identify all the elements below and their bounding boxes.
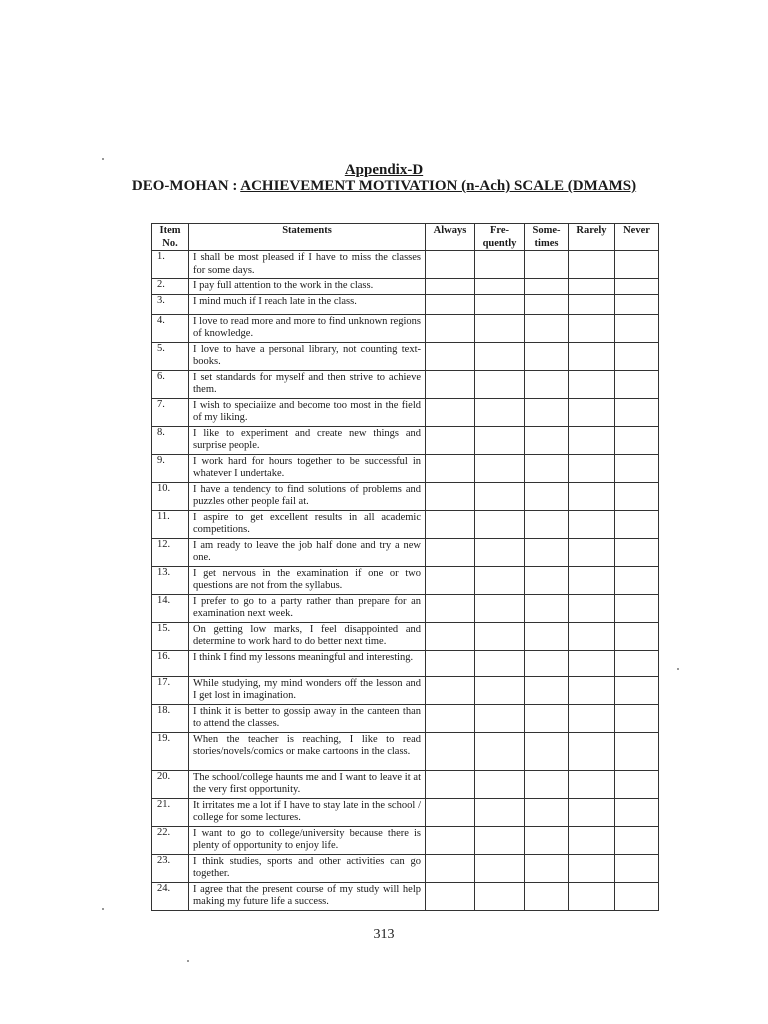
item-number: 5. — [152, 342, 189, 370]
response-cell-always[interactable] — [426, 676, 475, 704]
table-row — [152, 370, 659, 398]
col-header-sometimes: Some- times — [525, 224, 569, 251]
table-row — [152, 770, 659, 798]
table-row — [152, 650, 659, 676]
response-cell-always[interactable] — [426, 622, 475, 650]
item-number: 1. — [152, 251, 189, 279]
response-cell-frequently[interactable] — [475, 426, 525, 454]
scan-speck — [187, 960, 189, 962]
response-cell-rarely[interactable] — [569, 482, 615, 510]
scan-speck — [102, 158, 104, 160]
table-row — [152, 251, 659, 279]
table-row — [152, 622, 659, 650]
response-cell-never[interactable] — [615, 826, 659, 854]
item-number: 21. — [152, 798, 189, 826]
appendix-label: Appendix-D — [344, 162, 424, 178]
response-cell-always[interactable] — [426, 482, 475, 510]
response-cell-rarely[interactable] — [569, 294, 615, 314]
item-number: 6. — [152, 370, 189, 398]
response-cell-sometimes[interactable] — [525, 622, 569, 650]
response-cell-rarely[interactable] — [569, 566, 615, 594]
item-number: 7. — [152, 398, 189, 426]
response-cell-always[interactable] — [426, 882, 475, 910]
response-cell-rarely[interactable] — [569, 704, 615, 732]
response-cell-rarely[interactable] — [569, 426, 615, 454]
col-header-rarely: Rarely — [569, 224, 615, 251]
response-cell-never[interactable] — [615, 251, 659, 279]
table-row — [152, 342, 659, 370]
response-cell-sometimes[interactable] — [525, 676, 569, 704]
response-cell-always[interactable] — [426, 770, 475, 798]
table-header-row — [152, 224, 659, 251]
response-cell-sometimes[interactable] — [525, 826, 569, 854]
appendix-heading — [0, 162, 768, 179]
response-cell-rarely[interactable] — [569, 370, 615, 398]
response-cell-frequently[interactable] — [475, 882, 525, 910]
response-cell-frequently[interactable] — [475, 732, 525, 770]
scan-speck — [677, 668, 679, 670]
scale-title — [0, 178, 768, 195]
response-cell-always[interactable] — [426, 398, 475, 426]
response-cell-always[interactable] — [426, 538, 475, 566]
statement-text: While studying, my mind wonders off the lesson and I get lost in imagination. — [189, 676, 426, 704]
response-cell-rarely[interactable] — [569, 251, 615, 279]
response-cell-rarely[interactable] — [569, 826, 615, 854]
response-cell-sometimes[interactable] — [525, 279, 569, 295]
item-number: 8. — [152, 426, 189, 454]
response-cell-rarely[interactable] — [569, 650, 615, 676]
table-row — [152, 482, 659, 510]
statement-text: I have a tendency to find solutions of problems and puzzles other people fail at. — [189, 482, 426, 510]
response-cell-frequently[interactable] — [475, 510, 525, 538]
response-cell-never[interactable] — [615, 798, 659, 826]
response-cell-never[interactable] — [615, 510, 659, 538]
response-cell-never[interactable] — [615, 622, 659, 650]
statement-text: I think it is better to gossip away in the canteen than to attend the classes. — [189, 704, 426, 732]
statement-text: I aspire to get excellent results in all academic competitions. — [189, 510, 426, 538]
statement-text: I agree that the present course of my study will help making my future life a success. — [189, 882, 426, 910]
response-cell-sometimes[interactable] — [525, 798, 569, 826]
statement-text: I shall be most pleased if I have to miss the classes for some days. — [189, 251, 426, 279]
item-number: 12. — [152, 538, 189, 566]
response-cell-sometimes[interactable] — [525, 398, 569, 426]
table-row — [152, 454, 659, 482]
scan-speck — [102, 908, 104, 910]
response-cell-rarely[interactable] — [569, 314, 615, 342]
item-number: 2. — [152, 279, 189, 295]
scale-title-main: ACHIEVEMENT MOTIVATION (n-Ach) SCALE (DMAMS) — [240, 178, 637, 194]
response-cell-frequently[interactable] — [475, 826, 525, 854]
statement-text: I pay full attention to the work in the class. — [189, 279, 426, 295]
response-cell-frequently[interactable] — [475, 650, 525, 676]
response-cell-never[interactable] — [615, 426, 659, 454]
col-header-item-no: Item No. — [152, 224, 189, 251]
item-number: 13. — [152, 566, 189, 594]
response-cell-never[interactable] — [615, 594, 659, 622]
table-row — [152, 294, 659, 314]
table-row — [152, 704, 659, 732]
response-cell-rarely[interactable] — [569, 770, 615, 798]
response-cell-frequently[interactable] — [475, 314, 525, 342]
statement-text: On getting low marks, I feel disappointed and determine to work hard to do better next time. — [189, 622, 426, 650]
page-number: 313 — [373, 927, 395, 942]
item-number: 19. — [152, 732, 189, 770]
response-cell-rarely[interactable] — [569, 882, 615, 910]
table-row — [152, 882, 659, 910]
statement-text: I prefer to go to a party rather than prepare for an examination next week. — [189, 594, 426, 622]
item-number: 20. — [152, 770, 189, 798]
response-cell-rarely[interactable] — [569, 454, 615, 482]
statement-text: It irritates me a lot if I have to stay late in the school / college for some lectures. — [189, 798, 426, 826]
response-cell-rarely[interactable] — [569, 854, 615, 882]
statement-text: I love to have a personal library, not counting text-books. — [189, 342, 426, 370]
table-row — [152, 798, 659, 826]
table-row — [152, 826, 659, 854]
statement-text: I think I find my lessons meaningful and interesting. — [189, 650, 426, 676]
response-cell-frequently[interactable] — [475, 454, 525, 482]
statement-text: The school/college haunts me and I want to leave it at the very first opportunity. — [189, 770, 426, 798]
response-cell-frequently[interactable] — [475, 676, 525, 704]
response-cell-frequently[interactable] — [475, 482, 525, 510]
response-cell-frequently[interactable] — [475, 770, 525, 798]
statement-text: I like to experiment and create new things and surprise people. — [189, 426, 426, 454]
response-cell-never[interactable] — [615, 650, 659, 676]
statement-text: I am ready to leave the job half done and try a new one. — [189, 538, 426, 566]
table-row — [152, 510, 659, 538]
response-cell-rarely[interactable] — [569, 594, 615, 622]
response-cell-sometimes[interactable] — [525, 650, 569, 676]
response-cell-always[interactable] — [426, 370, 475, 398]
table-row — [152, 398, 659, 426]
response-cell-rarely[interactable] — [569, 398, 615, 426]
response-cell-always[interactable] — [426, 279, 475, 295]
response-cell-rarely[interactable] — [569, 676, 615, 704]
response-cell-sometimes[interactable] — [525, 342, 569, 370]
response-cell-never[interactable] — [615, 732, 659, 770]
response-cell-always[interactable] — [426, 594, 475, 622]
response-cell-always[interactable] — [426, 426, 475, 454]
response-cell-never[interactable] — [615, 882, 659, 910]
item-number: 18. — [152, 704, 189, 732]
response-cell-never[interactable] — [615, 482, 659, 510]
response-cell-frequently[interactable] — [475, 398, 525, 426]
response-cell-rarely[interactable] — [569, 279, 615, 295]
response-cell-sometimes[interactable] — [525, 314, 569, 342]
table-row — [152, 854, 659, 882]
response-cell-always[interactable] — [426, 650, 475, 676]
response-cell-never[interactable] — [615, 279, 659, 295]
item-number: 4. — [152, 314, 189, 342]
col-header-never: Never — [615, 224, 659, 251]
response-cell-frequently[interactable] — [475, 622, 525, 650]
item-number: 22. — [152, 826, 189, 854]
response-cell-rarely[interactable] — [569, 342, 615, 370]
response-cell-frequently[interactable] — [475, 294, 525, 314]
response-cell-sometimes[interactable] — [525, 594, 569, 622]
item-number: 16. — [152, 650, 189, 676]
statement-text: I wish to speciaiize and become too most in the field of my liking. — [189, 398, 426, 426]
response-cell-frequently[interactable] — [475, 566, 525, 594]
item-number: 3. — [152, 294, 189, 314]
response-cell-always[interactable] — [426, 704, 475, 732]
response-cell-never[interactable] — [615, 854, 659, 882]
statement-text: I mind much if I reach late in the class. — [189, 294, 426, 314]
statement-text: I work hard for hours together to be successful in whatever I undertake. — [189, 454, 426, 482]
response-cell-always[interactable] — [426, 566, 475, 594]
response-cell-never[interactable] — [615, 704, 659, 732]
response-cell-frequently[interactable] — [475, 279, 525, 295]
motivation-scale-table — [151, 223, 659, 911]
response-cell-frequently[interactable] — [475, 704, 525, 732]
statement-text: When the teacher is reaching, I like to read stories/novels/comics or make cartoons in the class. — [189, 732, 426, 770]
response-cell-always[interactable] — [426, 826, 475, 854]
response-cell-rarely[interactable] — [569, 510, 615, 538]
response-cell-frequently[interactable] — [475, 594, 525, 622]
statement-text: I think studies, sports and other activities can go together. — [189, 854, 426, 882]
response-cell-always[interactable] — [426, 251, 475, 279]
table-row — [152, 279, 659, 295]
response-cell-rarely[interactable] — [569, 622, 615, 650]
response-cell-always[interactable] — [426, 294, 475, 314]
response-cell-sometimes[interactable] — [525, 370, 569, 398]
response-cell-sometimes[interactable] — [525, 454, 569, 482]
scale-title-prefix: DEO-MOHAN : — [131, 178, 241, 194]
response-cell-always[interactable] — [426, 798, 475, 826]
response-cell-never[interactable] — [615, 294, 659, 314]
response-cell-sometimes[interactable] — [525, 510, 569, 538]
item-number: 17. — [152, 676, 189, 704]
table-row — [152, 314, 659, 342]
response-cell-frequently[interactable] — [475, 342, 525, 370]
item-number: 23. — [152, 854, 189, 882]
col-header-statements: Statements — [189, 224, 426, 251]
item-number: 9. — [152, 454, 189, 482]
col-header-always: Always — [426, 224, 475, 251]
response-cell-never[interactable] — [615, 538, 659, 566]
response-cell-never[interactable] — [615, 342, 659, 370]
response-cell-sometimes[interactable] — [525, 426, 569, 454]
col-header-frequently: Fre- quently — [475, 224, 525, 251]
table-row — [152, 538, 659, 566]
table-row — [152, 566, 659, 594]
response-cell-sometimes[interactable] — [525, 566, 569, 594]
response-cell-never[interactable] — [615, 566, 659, 594]
response-cell-never[interactable] — [615, 770, 659, 798]
response-cell-sometimes[interactable] — [525, 854, 569, 882]
response-cell-sometimes[interactable] — [525, 538, 569, 566]
response-cell-sometimes[interactable] — [525, 251, 569, 279]
response-cell-frequently[interactable] — [475, 798, 525, 826]
response-cell-never[interactable] — [615, 454, 659, 482]
item-number: 15. — [152, 622, 189, 650]
table-row — [152, 426, 659, 454]
response-cell-frequently[interactable] — [475, 370, 525, 398]
response-cell-sometimes[interactable] — [525, 482, 569, 510]
response-cell-sometimes[interactable] — [525, 770, 569, 798]
response-cell-always[interactable] — [426, 454, 475, 482]
table-row — [152, 676, 659, 704]
item-number: 11. — [152, 510, 189, 538]
item-number: 10. — [152, 482, 189, 510]
response-cell-frequently[interactable] — [475, 854, 525, 882]
item-number: 24. — [152, 882, 189, 910]
response-cell-sometimes[interactable] — [525, 704, 569, 732]
item-number: 14. — [152, 594, 189, 622]
response-cell-sometimes[interactable] — [525, 882, 569, 910]
response-cell-always[interactable] — [426, 510, 475, 538]
response-cell-never[interactable] — [615, 370, 659, 398]
table-row — [152, 732, 659, 770]
response-cell-always[interactable] — [426, 342, 475, 370]
response-cell-rarely[interactable] — [569, 538, 615, 566]
table-row — [152, 594, 659, 622]
response-cell-frequently[interactable] — [475, 251, 525, 279]
response-cell-always[interactable] — [426, 314, 475, 342]
response-cell-rarely[interactable] — [569, 732, 615, 770]
statement-text: I love to read more and more to find unknown regions of knowledge. — [189, 314, 426, 342]
response-cell-never[interactable] — [615, 398, 659, 426]
response-cell-sometimes[interactable] — [525, 294, 569, 314]
response-cell-sometimes[interactable] — [525, 732, 569, 770]
response-cell-never[interactable] — [615, 314, 659, 342]
response-cell-rarely[interactable] — [569, 798, 615, 826]
response-cell-never[interactable] — [615, 676, 659, 704]
response-cell-frequently[interactable] — [475, 538, 525, 566]
response-cell-always[interactable] — [426, 854, 475, 882]
statement-text: I want to go to college/university because there is plenty of opportunity to enjoy life. — [189, 826, 426, 854]
response-cell-always[interactable] — [426, 732, 475, 770]
statement-text: I get nervous in the examination if one or two questions are not from the syllabus. — [189, 566, 426, 594]
statement-text: I set standards for myself and then strive to achieve them. — [189, 370, 426, 398]
